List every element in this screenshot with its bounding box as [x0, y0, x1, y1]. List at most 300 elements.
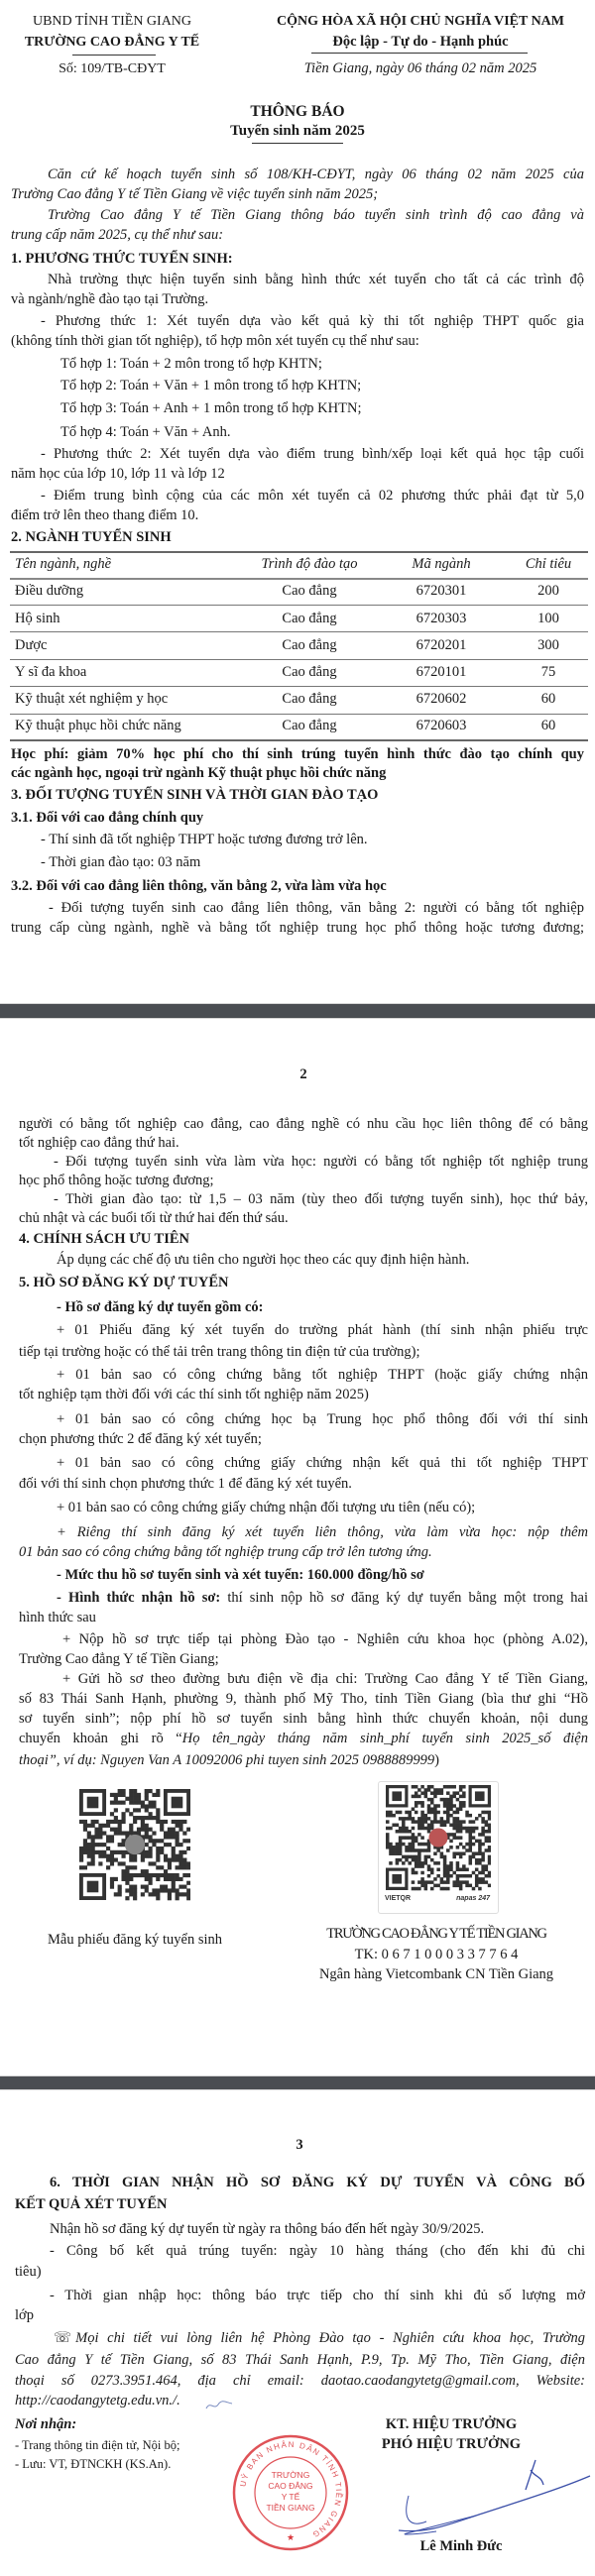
qr-module: [102, 1850, 106, 1854]
qr-module: [149, 1812, 153, 1816]
qr-module: [459, 1795, 463, 1799]
qr-module: [145, 1835, 149, 1839]
qr-module: [472, 1871, 476, 1875]
qr-module: [145, 1808, 149, 1812]
bank-qr-card[interactable]: [378, 1781, 499, 1914]
bank-name: Ngân hàng Vietcombank CN Tiền Giang: [318, 1966, 554, 1982]
qr-module: [396, 1830, 400, 1834]
bank-transfer-qr-code[interactable]: [386, 1785, 491, 1892]
qr-module: [415, 1785, 418, 1789]
qr-module: [186, 1881, 190, 1885]
qr-module: [79, 1850, 83, 1854]
qr-finder-pattern: [392, 1791, 402, 1801]
qr-module: [427, 1788, 431, 1792]
qr-module: [145, 1885, 149, 1889]
stamp-ring-text: UỶ BAN NHÂN DÂN TỈNH TIỀN GIANG: [238, 2439, 344, 2540]
qr-module: [129, 1789, 133, 1793]
qr-module: [386, 1836, 390, 1840]
qr-module: [459, 1830, 463, 1834]
qr-module: [485, 1836, 489, 1840]
qr-module: [452, 1785, 456, 1789]
qr-module: [436, 1811, 440, 1815]
qr-module: [156, 1812, 160, 1816]
qr-module: [389, 1814, 393, 1818]
qr-module: [141, 1892, 145, 1896]
qr-module: [420, 1864, 424, 1868]
qr-module: [433, 1804, 437, 1808]
qr-module: [176, 1873, 179, 1877]
qr-module: [152, 1888, 156, 1892]
qr-module: [389, 1827, 393, 1831]
qr-module: [156, 1816, 160, 1820]
qr-module: [87, 1824, 91, 1828]
qr-module: [129, 1892, 133, 1896]
qr-module: [405, 1848, 409, 1852]
qr-module: [152, 1873, 156, 1877]
qr-module: [156, 1892, 160, 1896]
intro-line: Trường Cao đẳng Y tế Tiền Giang về việc tuyển sinh năm 2025;: [11, 186, 379, 202]
qr-module: [182, 1839, 186, 1843]
qr-module: [405, 1827, 409, 1831]
qr-module: [469, 1814, 473, 1818]
qr-module: [83, 1850, 87, 1854]
qr-module: [459, 1788, 463, 1792]
qr-module: [110, 1801, 114, 1805]
qr-module: [420, 1843, 424, 1847]
training-level: Cao đẳng: [282, 583, 337, 599]
qr-module: [160, 1839, 164, 1843]
page-number: 2: [299, 1066, 307, 1082]
qr-module: [485, 1868, 489, 1872]
qr-module: [433, 1807, 437, 1811]
qr-module: [168, 1858, 172, 1862]
program-code: 6720301: [416, 583, 467, 599]
qr-module: [102, 1843, 106, 1847]
qr-module: [114, 1816, 118, 1820]
qr-module: [133, 1816, 137, 1820]
qr-module: [430, 1820, 434, 1824]
qr-module: [118, 1850, 122, 1854]
qr-module: [149, 1881, 153, 1885]
qr-module: [121, 1820, 125, 1824]
document-item: + 01 bản sao có công chứng giấy chứng nhận kết quả thi tốt nghiệp THPT: [57, 1455, 588, 1471]
qr-module: [443, 1887, 447, 1891]
qr-module: [433, 1820, 437, 1824]
qr-module: [488, 1836, 491, 1840]
qr-module: [79, 1820, 83, 1824]
qr-module: [446, 1820, 450, 1824]
qr-module: [415, 1861, 418, 1865]
section-6-heading: KẾT QUẢ XÉT TUYỂN: [15, 2196, 168, 2212]
qr-module: [118, 1885, 122, 1889]
section-3-2-heading: 3.2. Đối với cao đẳng liên thông, văn bằng 2, vừa làm vừa học: [11, 878, 387, 894]
qr-module: [430, 1871, 434, 1875]
qr-module: [465, 1811, 469, 1815]
qr-module: [110, 1828, 114, 1832]
qr-module: [456, 1791, 460, 1795]
qr-module: [389, 1848, 393, 1852]
qr-module: [129, 1865, 133, 1869]
qr-module: [399, 1846, 403, 1849]
qr-module: [488, 1824, 491, 1828]
document-item: + 01 bản sao có công chứng học bạ Trung học phổ thông đối với thí sinh: [57, 1411, 588, 1427]
qr-module: [145, 1828, 149, 1832]
qr-module: [118, 1831, 122, 1835]
qr-module: [456, 1868, 460, 1872]
qr-module: [452, 1804, 456, 1808]
qr-module: [145, 1816, 149, 1820]
qr-module: [133, 1888, 137, 1892]
qr-module: [176, 1839, 179, 1843]
combination-item: Tổ hợp 3: Toán + Anh + 1 môn trong tổ hợp KHTN;: [60, 400, 362, 416]
qr-module: [156, 1896, 160, 1900]
qr-module: [488, 1855, 491, 1859]
qr-module: [137, 1801, 141, 1805]
qr-module: [443, 1804, 447, 1808]
qr-module: [412, 1807, 416, 1811]
section-3-line: - Đối tượng tuyển sinh vừa làm vừa học: người có bằng tốt nghiệp tốt nghiệp trung: [54, 1154, 588, 1170]
qr-module: [469, 1855, 473, 1859]
qr-module: [129, 1797, 133, 1801]
qr-finder-pattern: [87, 1881, 99, 1893]
qr-module: [164, 1873, 168, 1877]
qr-module: [430, 1824, 434, 1828]
qr-module: [94, 1835, 98, 1839]
qr-module: [408, 1846, 412, 1849]
section-4-text: Áp dụng các chế độ ưu tiên cho người học theo các quy định hiện hành.: [57, 1252, 470, 1268]
qr-module: [110, 1877, 114, 1881]
qr-module: [156, 1854, 160, 1858]
qr-module: [436, 1884, 440, 1888]
qr-module: [152, 1861, 156, 1865]
qr-module: [412, 1855, 416, 1859]
country-name: CỘNG HÒA XÃ HỘI CHỦ NGHĨA VIỆT NAM: [276, 14, 564, 29]
qr-module: [156, 1877, 160, 1881]
qr-module: [443, 1811, 447, 1815]
qr-module: [436, 1791, 440, 1795]
qr-module: [430, 1811, 434, 1815]
qr-module: [412, 1858, 416, 1862]
qr-module: [152, 1831, 156, 1835]
qr-module: [452, 1820, 456, 1824]
section-3-line: trung cấp cùng ngành, nghề và bằng tốt nghiệp trung học phổ thông hoặc tương đương;: [11, 920, 584, 936]
table-rule: [10, 578, 588, 580]
qr-module: [462, 1851, 466, 1855]
qr-module: [417, 1824, 421, 1828]
qr-module: [121, 1793, 125, 1797]
recipient-item: - Lưu: VT, ĐTNCKH (KS.An).: [15, 2457, 172, 2471]
initial-mark-icon: [204, 2399, 234, 2412]
qr-module: [424, 1884, 428, 1888]
qr-module: [475, 1827, 479, 1831]
qr-module: [481, 1811, 485, 1815]
qr-module: [129, 1812, 133, 1816]
qr-module: [469, 1874, 473, 1878]
qr-module: [433, 1811, 437, 1815]
qr-module: [459, 1804, 463, 1808]
transfer-prefix: chuyển khoản ghi rõ “: [19, 1731, 182, 1746]
qr-module: [152, 1801, 156, 1805]
qr-module: [98, 1850, 102, 1854]
qr-module: [168, 1892, 172, 1896]
document-item: tiếp tại trường hoặc có thể tải trên trang thông tin điện tử của trường);: [19, 1344, 420, 1360]
qr-module: [114, 1877, 118, 1881]
qr-module: [456, 1811, 460, 1815]
qr-module: [182, 1892, 186, 1896]
qr-module: [149, 1839, 153, 1843]
qr-module: [125, 1869, 129, 1873]
qr-module: [125, 1797, 129, 1801]
qr-module: [415, 1801, 418, 1805]
qr-module: [182, 1858, 186, 1862]
qr-module: [392, 1846, 396, 1849]
qr-module: [133, 1808, 137, 1812]
document-item: 01 bản sao có công chứng bằng tốt nghiệp trung cấp trở lên tương ứng.: [19, 1544, 432, 1560]
qr-module: [478, 1858, 482, 1862]
qr-finder-pattern: [172, 1797, 183, 1809]
submission-method: [19, 1590, 588, 1607]
qr-module: [178, 1892, 182, 1896]
qr-module: [176, 1854, 179, 1858]
qr-module: [129, 1824, 133, 1828]
qr-module: [386, 1840, 390, 1844]
qr-module: [186, 1847, 190, 1850]
qr-module: [133, 1789, 137, 1793]
table-rule: [10, 714, 588, 715]
qr-module: [481, 1855, 485, 1859]
website-link[interactable]: http://caodangytetg.edu.vn./.: [15, 2393, 180, 2408]
qr-module: [98, 1861, 102, 1865]
contact-line: Cao đẳng Y tế Tiền Giang, số 83 Thái Sanh Hạnh, P.9, Tp. Mỹ Tho, Tiền Giang, điện: [15, 2352, 585, 2368]
registration-form-qr-code[interactable]: [79, 1789, 190, 1901]
qr-module: [420, 1791, 424, 1795]
qr-module: [472, 1830, 476, 1834]
qr-module: [433, 1814, 437, 1818]
qr-module: [396, 1848, 400, 1852]
qr-module: [415, 1858, 418, 1862]
program-name: Kỹ thuật xét nghiệm y học: [15, 691, 169, 707]
qr-module: [408, 1830, 412, 1834]
qr-module: [87, 1843, 91, 1847]
qr-module: [178, 1828, 182, 1832]
qr-module: [133, 1797, 137, 1801]
qr-module: [133, 1885, 137, 1889]
qr-module: [459, 1880, 463, 1884]
table-rule: [10, 551, 588, 553]
qr-module: [459, 1855, 463, 1859]
qr-module: [462, 1791, 466, 1795]
qr-module: [420, 1785, 424, 1789]
qr-module: [462, 1795, 466, 1799]
qr-module: [417, 1843, 421, 1847]
qr-module: [443, 1871, 447, 1875]
qr-module: [79, 1847, 83, 1850]
qr-module: [176, 1831, 179, 1835]
qr-module: [152, 1839, 156, 1843]
qr-module: [168, 1873, 172, 1877]
handwritten-signature: [387, 2456, 595, 2535]
qr-module: [125, 1865, 129, 1869]
program-name: Y sĩ đa khoa: [15, 664, 87, 680]
qr-module: [156, 1793, 160, 1797]
qr-module: [392, 1814, 396, 1818]
submission-line: số 83 Thái Sanh Hạnh, phường 9, thành phố Mỹ Tho, tỉnh Tiền Giang (bìa thư ghi “Hồ: [19, 1691, 588, 1707]
qr-module: [83, 1824, 87, 1828]
qr-module: [481, 1868, 485, 1872]
qr-module: [412, 1795, 416, 1799]
program-code: 6720303: [416, 611, 467, 626]
qr-module: [176, 1820, 179, 1824]
qr-module: [137, 1831, 141, 1835]
qr-module: [469, 1858, 473, 1862]
qr-module: [424, 1880, 428, 1884]
qr-module: [456, 1830, 460, 1834]
qr-module: [424, 1791, 428, 1795]
submission-method-text: thí sinh nộp hồ sơ đăng ký dự tuyển bằng một trong hai: [220, 1590, 588, 1606]
document-item: + 01 Phiếu đăng ký xét tuyển do trường phát hành (thí sinh nhận phiếu trực: [57, 1322, 588, 1338]
qr-module: [129, 1858, 133, 1862]
qr-module: [433, 1791, 437, 1795]
qr-module: [396, 1861, 400, 1865]
submission-line: + Nộp hồ sơ trực tiếp tại phòng Đào tạo - Nghiên cứu khoa học (phòng A.02),: [62, 1631, 588, 1647]
stamp-star-icon: ★: [286, 2532, 296, 2542]
qr-module: [469, 1884, 473, 1888]
qr-finder-pattern: [392, 1874, 402, 1884]
qr-module: [452, 1836, 456, 1840]
section-3-line: - Thời gian đào tạo: 03 năm: [41, 854, 201, 870]
contact-line: [15, 2330, 585, 2347]
qr-module: [433, 1817, 437, 1821]
qr-module: [110, 1858, 114, 1862]
qr-module: [405, 1811, 409, 1815]
qr-module: [436, 1820, 440, 1824]
qr-module: [172, 1835, 176, 1839]
qr-module: [412, 1868, 416, 1872]
qr-module: [125, 1888, 129, 1892]
qr-module: [87, 1847, 91, 1850]
qr-module: [408, 1843, 412, 1847]
qr-module: [386, 1833, 390, 1837]
qr-module: [446, 1785, 450, 1789]
qr-module: [145, 1854, 149, 1858]
qr-module: [91, 1858, 95, 1862]
section-1-line: (không tính thời gian tốt nghiệp), tổ hợp môn xét tuyển cụ thể như sau:: [11, 333, 419, 349]
qr-module: [459, 1874, 463, 1878]
qr-module: [176, 1865, 179, 1869]
qr-module: [102, 1854, 106, 1858]
qr-module: [478, 1871, 482, 1875]
qr-module: [106, 1854, 110, 1858]
qr-module: [137, 1797, 141, 1801]
qr-module: [186, 1896, 190, 1900]
qr-module: [186, 1892, 190, 1896]
section-5-heading: 5. HỒ SƠ ĐĂNG KÝ DỰ TUYỂN: [19, 1275, 229, 1290]
qr-module: [87, 1850, 91, 1854]
qr-module: [481, 1851, 485, 1855]
qr-module: [152, 1843, 156, 1847]
qr-module: [91, 1843, 95, 1847]
qr-module: [452, 1833, 456, 1837]
qr-module: [178, 1850, 182, 1854]
qr-module: [168, 1843, 172, 1847]
qr-module: [475, 1874, 479, 1878]
qr-module: [412, 1817, 416, 1821]
qr-module: [133, 1801, 137, 1805]
qr-module: [182, 1885, 186, 1889]
qr-module: [176, 1888, 179, 1892]
qr-module: [114, 1797, 118, 1801]
qr-module: [420, 1824, 424, 1828]
qr-module: [399, 1830, 403, 1834]
qr-logo-icon: [428, 1828, 447, 1847]
qr-module: [176, 1835, 179, 1839]
qr-module: [125, 1808, 129, 1812]
qr-module: [424, 1858, 428, 1862]
qr-module: [94, 1843, 98, 1847]
qr-module: [459, 1801, 463, 1805]
qr-module: [420, 1827, 424, 1831]
qr-module: [456, 1820, 460, 1824]
qr-module: [145, 1797, 149, 1801]
qr-module: [443, 1874, 447, 1878]
qr-module: [417, 1833, 421, 1837]
qr-module: [149, 1835, 153, 1839]
qr-module: [129, 1873, 133, 1877]
motto: Độc lập - Tự do - Hạnh phúc: [332, 34, 509, 50]
qr-module: [433, 1851, 437, 1855]
qr-module: [449, 1795, 453, 1799]
qr-module: [160, 1873, 164, 1877]
qr-module: [110, 1835, 114, 1839]
qr-module: [488, 1830, 491, 1834]
qr-module: [443, 1855, 447, 1859]
place-date: Tiền Giang, ngày 06 tháng 02 năm 2025: [303, 60, 537, 76]
qr-module: [417, 1858, 421, 1862]
qr-module: [446, 1874, 450, 1878]
qr-module: [141, 1854, 145, 1858]
school-underline: [72, 55, 156, 56]
qr-module: [485, 1824, 489, 1828]
stamp-center-text: Y TẾ: [281, 2492, 300, 2502]
qr-module: [133, 1854, 137, 1858]
qr-module: [485, 1848, 489, 1852]
qr-module: [481, 1871, 485, 1875]
qr-module: [145, 1873, 149, 1877]
qr-module: [456, 1874, 460, 1878]
section-1-line: điểm trở lên theo thang điểm 10.: [11, 507, 199, 523]
qr-module: [396, 1851, 400, 1855]
qr-module: [405, 1836, 409, 1840]
qr-module: [110, 1861, 114, 1865]
qr-module: [415, 1795, 418, 1799]
qr-module: [472, 1843, 476, 1847]
qr-module: [118, 1824, 122, 1828]
qr-module: [91, 1820, 95, 1824]
qr-module: [465, 1880, 469, 1884]
qr-module: [430, 1785, 434, 1789]
qr-module: [440, 1887, 444, 1891]
qr-module: [396, 1843, 400, 1847]
qr-module: [472, 1827, 476, 1831]
qr-module: [156, 1847, 160, 1850]
qr-module: [164, 1858, 168, 1862]
qr-module: [172, 1820, 176, 1824]
qr-module: [427, 1804, 431, 1808]
qr-module: [446, 1798, 450, 1802]
qr-finder-pattern: [475, 1791, 485, 1801]
qr-module: [164, 1843, 168, 1847]
qr-module: [443, 1880, 447, 1884]
